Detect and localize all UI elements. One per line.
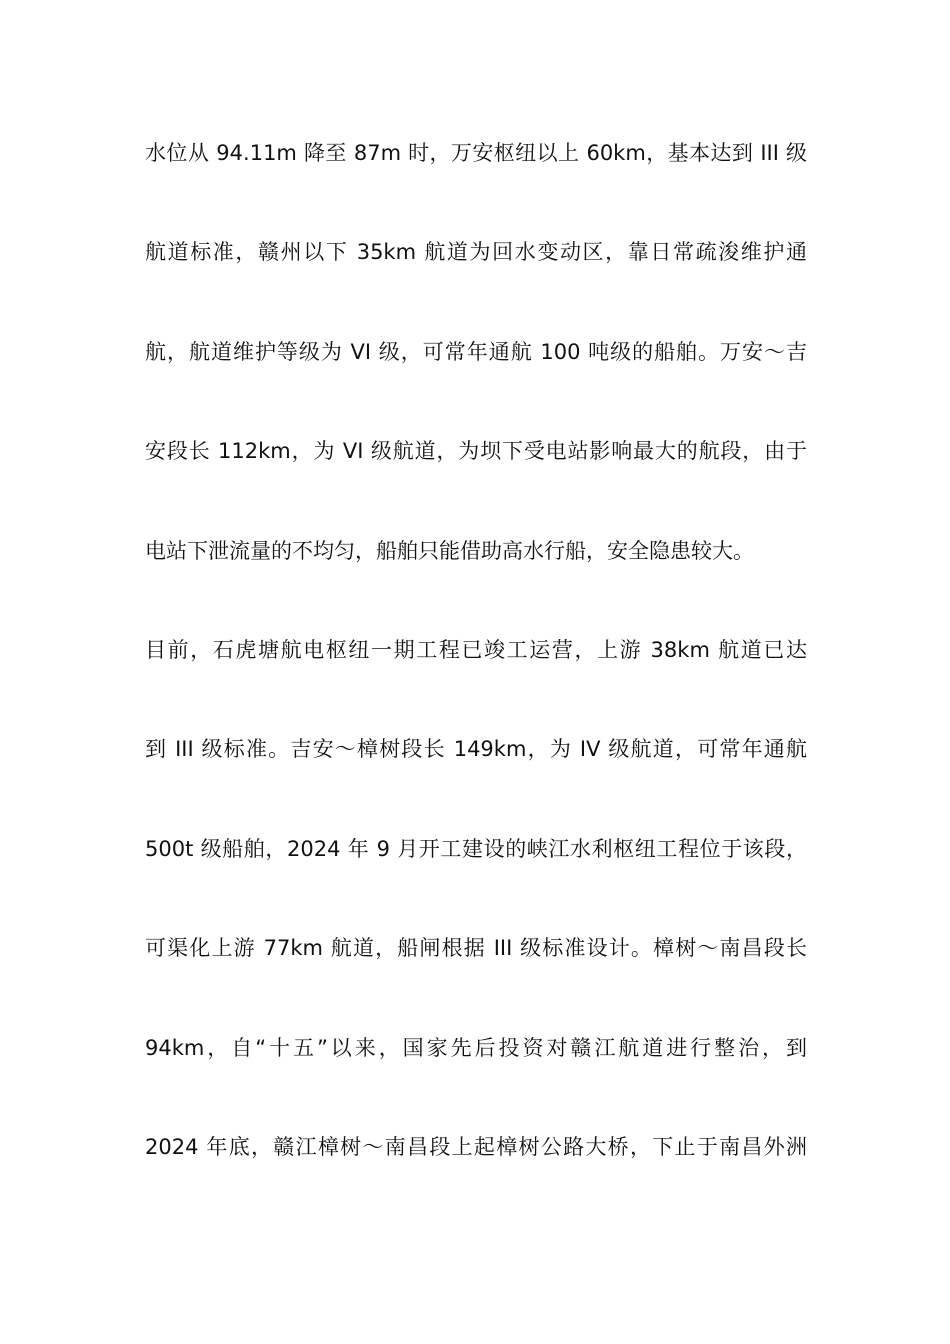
text-line-1: 水位从 94.11m 降至 87m 时，万安枢纽以上 60km，基本达到 III 级 [145, 141, 807, 165]
text-line-8: 500t 级船舶，2024 年 9 月开工建设的峡江水利枢纽工程位于该段， [145, 836, 807, 861]
text-line-3: 航，航道维护等级为 VI 级，可常年通航 100 吨级的船舶。万安～吉 [145, 339, 807, 364]
text-line-6: 目前，石虎塘航电枢纽一期工程已竣工运营，上游 38km 航道已达 [145, 637, 807, 662]
text-line-9: 可渠化上游 77km 航道，船闸根据 III 级标准设计。樟树～南昌段长 [145, 936, 807, 961]
text-line-2: 航道标准，赣州以下 35km 航道为回水变动区，靠日常疏浚维护通 [145, 240, 807, 265]
text-line-4: 安段长 112km，为 VI 级航道，为坝下受电站影响最大的航段，由于 [145, 439, 807, 464]
text-line-10: 94km，自“十五”以来，国家先后投资对赣江航道进行整治，到 [145, 1035, 807, 1060]
text-line-11: 2024 年底，赣江樟树～南昌段上起樟树公路大桥，下止于南昌外洲 [145, 1134, 807, 1159]
text-line-5: 电站下泄流量的不均匀，船舶只能借助高水行船，安全隐患较大。 [145, 538, 754, 563]
body-text [145, 128, 807, 1221]
text-line-7: 到 III 级标准。吉安～樟树段长 149km，为 IV 级航道，可常年通航 [145, 737, 807, 762]
